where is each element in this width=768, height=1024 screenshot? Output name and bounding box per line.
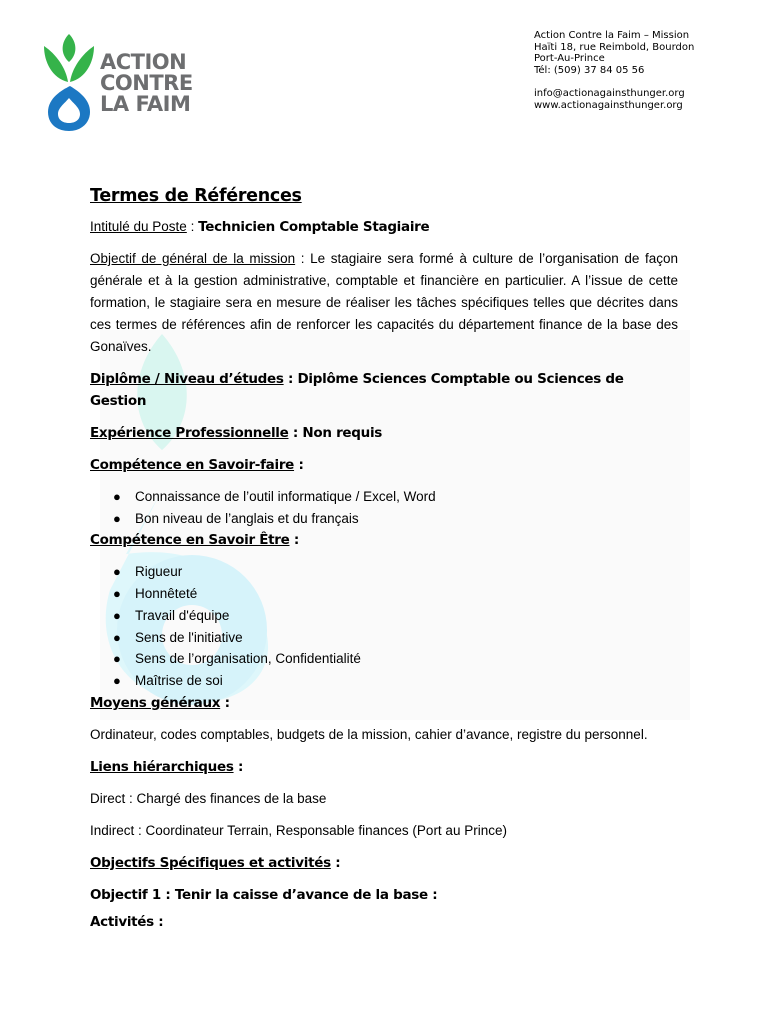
bullet-icon: ●: [113, 564, 121, 580]
objectif-label: Objectif de général de la mission: [90, 251, 296, 266]
savoir-etre-label: Compétence en Savoir Être: [90, 532, 290, 549]
document-body: [90, 186, 678, 933]
activites-label: Activités :: [90, 913, 164, 930]
poste-line: Intitulé du Poste : Technicien Comptable Stagiaire: [90, 219, 430, 235]
savoir-etre-list: [90, 561, 678, 691]
diplome-value: Diplôme Sciences Comptable ou Sciences de Gestion: [90, 371, 624, 409]
objectifs-specifiques-heading: Objectifs Spécifiques et activités :: [90, 854, 341, 871]
bullet-icon: ●: [113, 651, 121, 667]
list-item: ● Travail d'équipe: [90, 605, 678, 627]
list-item: ● Honnêteté: [90, 583, 678, 605]
contact-line: Port-Au-Prince: [534, 53, 605, 65]
contact-website[interactable]: www.actionagainsthunger.org: [534, 99, 683, 111]
list-item: ● Connaissance de l’outil informatique / Excel, Word: [90, 486, 678, 508]
poste-label: Intitulé du Poste: [90, 219, 187, 234]
savoir-faire-list: [90, 486, 678, 529]
contact-phone: Tél: (509) 37 84 05 56: [534, 64, 645, 76]
contact-line: Haïti 18, rue Reimbold, Bourdon: [534, 41, 695, 53]
objectif-text: Le stagiaire sera formé à culture de l’organisation de façon générale et à la gestion administrative, comptable et financière en particulier. A l’issue de cette formation, le stagiaire sera en mesure de réaliser les tâches spécifiques telles que décrites dans ces termes de références afin de renforcer les capacités du département finance de la base des Gonaïves.: [90, 251, 678, 354]
bullet-icon: ●: [113, 629, 121, 645]
bullet-icon: ●: [113, 672, 121, 688]
objectif1-heading: Objectif 1 : Tenir la caisse d’avance de la base :: [90, 886, 438, 903]
savoir-faire-heading: Compétence en Savoir-faire :: [90, 457, 304, 473]
list-item: ● Rigueur: [90, 561, 678, 583]
diplome-line: Diplôme / Niveau d’études : Diplôme Sciences Comptable ou Sciences de Gestion: [90, 371, 624, 409]
bullet-icon: ●: [113, 586, 121, 602]
objectifs-specifiques-label: Objectifs Spécifiques et activités: [90, 854, 331, 871]
list-item: ● Sens de l'initiative: [90, 627, 678, 649]
moyens-label: Moyens généraux: [90, 694, 221, 711]
direct-text: Direct : Chargé des finances de la base: [90, 790, 327, 806]
objectif-paragraph: Objectif de général de la mission : Le stagiaire sera formé à culture de l’organisation de façon générale et à la gestion administrative, comptable et financière en particulier. A l’issue de cette formation, le stagiaire sera en mesure de réaliser les tâches spécifiques telles que décrites dans ces termes de références afin de renforcer les capacités du département finance de la base des Gonaïves.: [90, 251, 678, 354]
poste-value: Technicien Comptable Stagiaire: [198, 219, 430, 235]
contact-email[interactable]: info@actionagainsthunger.org: [534, 88, 685, 100]
logo-wordmark: ACTION CONTRE LA FAIM: [100, 50, 193, 116]
contact-line: Action Contre la Faim – Mission: [534, 30, 690, 41]
liens-label: Liens hiérarchiques: [90, 758, 234, 775]
diplome-label: Diplôme / Niveau d’études: [90, 371, 284, 387]
moyens-text: Ordinateur, codes comptables, budgets de la mission, cahier d’avance, registre du personnel.: [90, 726, 648, 742]
list-item: ● Sens de l’organisation, Confidentialité: [90, 648, 678, 670]
acf-logo: [44, 32, 204, 132]
experience-label: Expérience Professionnelle: [90, 425, 289, 441]
bullet-icon: ●: [113, 607, 121, 623]
list-item: ● Maîtrise de soi: [90, 670, 678, 692]
page-title: Termes de Références: [90, 186, 302, 206]
experience-value: Non requis: [302, 425, 383, 441]
moyens-heading: Moyens généraux :: [90, 694, 230, 711]
acf-leaf-drop-icon: [44, 32, 100, 132]
experience-line: Expérience Professionnelle : Non requis: [90, 425, 383, 441]
liens-heading: Liens hiérarchiques :: [90, 758, 244, 775]
contact-block: [534, 30, 694, 112]
list-item: ● Bon niveau de l’anglais et du français: [90, 508, 678, 530]
indirect-text: Indirect : Coordinateur Terrain, Responsable finances (Port au Prince): [90, 822, 507, 838]
bullet-icon: ●: [113, 510, 121, 526]
savoir-faire-label: Compétence en Savoir-faire: [90, 457, 295, 473]
savoir-etre-heading: Compétence en Savoir Être :: [90, 532, 299, 549]
bullet-icon: ●: [113, 489, 121, 504]
